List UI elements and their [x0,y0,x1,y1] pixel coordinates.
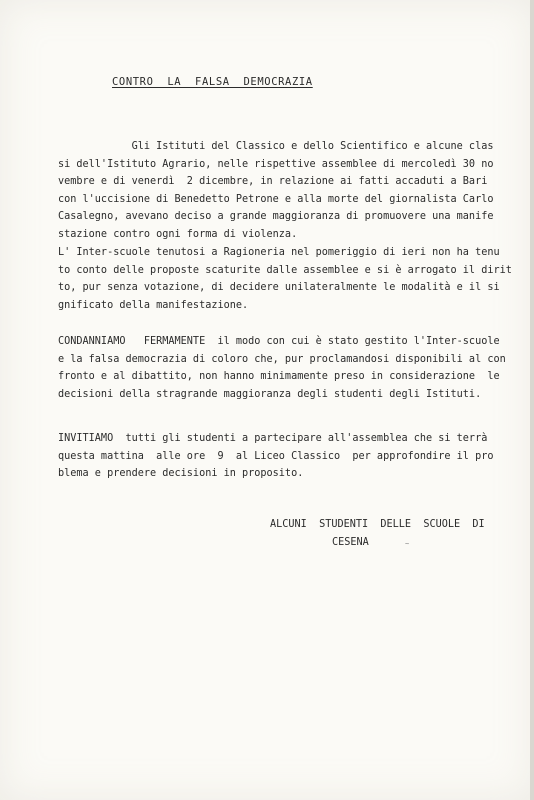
signature-block [270,516,485,552]
paragraph-line: si dell'Istituto Agrario, nelle rispettive assemblee di mercoledì 30 no [58,158,494,170]
paragraph-line: fronto e al dibattito, non hanno minimamente preso in considerazione le [58,371,500,382]
paragraph-3 [58,333,506,403]
paragraph-2 [58,244,512,314]
paragraph-line: Gli Istituti del Classico e dello Scientifico e alcune clas [58,141,494,152]
paragraph-line: Casalegno, avevano deciso a grande maggioranza di promuovere una manife [58,211,494,222]
paragraph-line: con l'uccisione di Benedetto Petrone e alla morte del giornalista Carlo [58,193,494,205]
paragraph-line: L' Inter-scuole tenutosi a Ragioneria nel pomeriggio di ieri non ha tenu [58,247,500,258]
pencil-mark: ~ [405,540,410,548]
paragraph-line: e la falsa democrazia di coloro che, pur proclamandosi disponibili al con [58,353,506,365]
paragraph-line: blema e prendere decisioni in proposito. [58,468,304,479]
paragraph-line: questa mattina alle ore 9 al Liceo Classico per approfondire il pro [58,450,494,462]
paragraph-line: gnificato della manifestazione. [58,299,249,311]
paragraph-line: decisioni della stragrande maggioranza degli studenti degli Istituti. [58,388,482,400]
paragraph-line: CONDANNIAMO FERMAMENTE il modo con cui è stato gestito l'Inter-scuole [58,336,500,347]
paragraph-line: to, pur senza votazione, di decidere unilateralmente le modalità e il si [58,282,500,293]
paragraph-1 [58,138,494,243]
signature-line-1: ALCUNI STUDENTI DELLE SCUOLE DI [270,519,485,530]
document-title: CONTRO LA FALSA DEMOCRAZIA [112,76,313,88]
paragraph-line: vembre e di venerdì 2 dicembre, in relazione ai fatti accaduti a Bari [58,176,488,187]
page-edge [530,0,534,800]
paragraph-line: to conto delle proposte scaturite dalle assemblee e si è arrogato il dirit [58,264,512,276]
paragraph-4 [58,430,494,483]
paragraph-line: INVITIAMO tutti gli studenti a partecipare all'assemblea che si terrà [58,433,488,444]
paragraph-line: stazione contro ogni forma di violenza. [58,228,298,240]
signature-line-2: CESENA [332,537,369,548]
